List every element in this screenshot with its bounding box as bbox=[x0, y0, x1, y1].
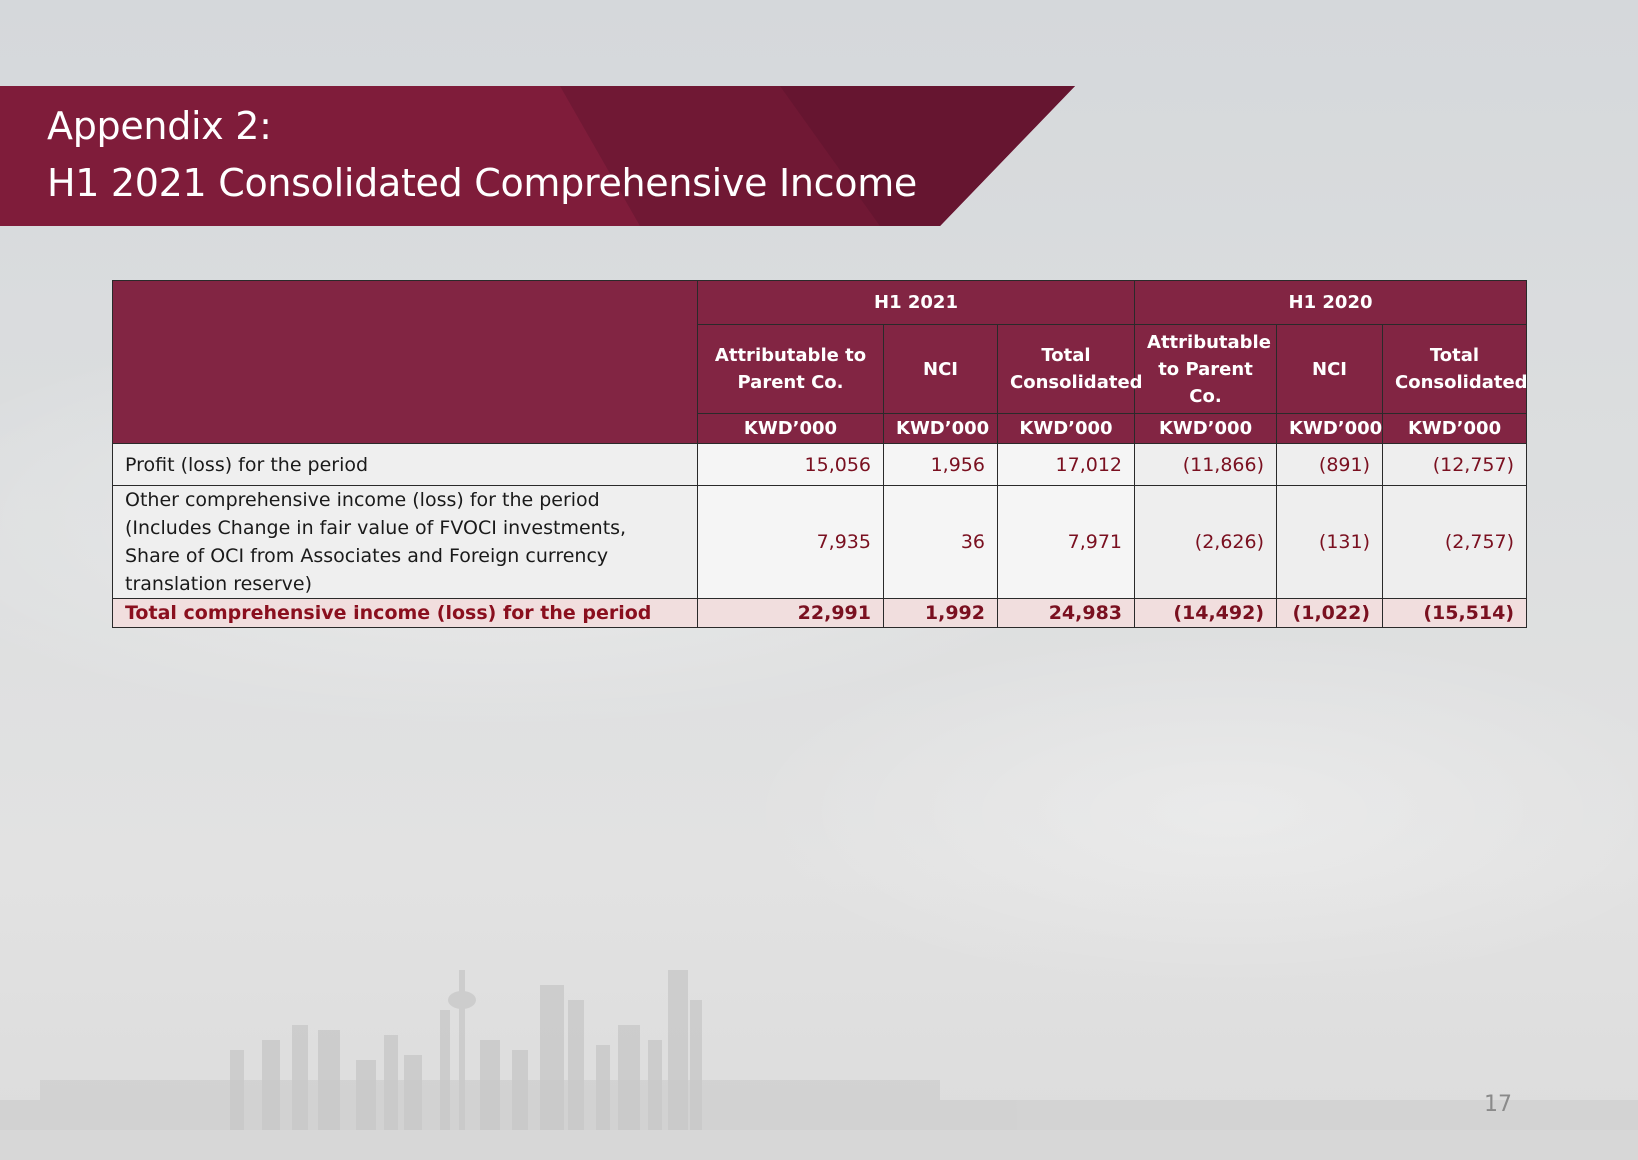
row-label: Other comprehensive income (loss) for the period (Includes Change in fair value of FVOCI investments, Share of OCI from Associates and Foreign currency translation reserve) bbox=[113, 486, 698, 599]
table-row bbox=[113, 444, 1527, 486]
value-cell: 24,983 bbox=[998, 599, 1135, 628]
title-line-1: Appendix 2: bbox=[47, 104, 272, 148]
skyline-image bbox=[0, 930, 1638, 1160]
value-cell: 36 bbox=[884, 486, 998, 599]
table-row bbox=[113, 486, 1527, 599]
value-cell: 1,956 bbox=[884, 444, 998, 486]
row-label: Profit (loss) for the period bbox=[113, 444, 698, 486]
column-header: Attributable to Parent Co. bbox=[698, 325, 884, 414]
value-cell: (1,022) bbox=[1277, 599, 1383, 628]
comprehensive-income-table bbox=[112, 280, 1527, 628]
unit-header: KWD’000 bbox=[1135, 414, 1277, 444]
page-number: 17 bbox=[1484, 1092, 1512, 1117]
value-cell: (15,514) bbox=[1383, 599, 1527, 628]
value-cell: (2,757) bbox=[1383, 486, 1527, 599]
unit-header: KWD’000 bbox=[1277, 414, 1383, 444]
period-header: H1 2021 bbox=[698, 281, 1135, 325]
title-line-2: H1 2021 Consolidated Comprehensive Income bbox=[47, 161, 917, 205]
period-header-row bbox=[113, 281, 1527, 325]
period-header: H1 2020 bbox=[1135, 281, 1527, 325]
column-header: NCI bbox=[1277, 325, 1383, 414]
value-cell: (14,492) bbox=[1135, 599, 1277, 628]
value-cell: 7,935 bbox=[698, 486, 884, 599]
value-cell: (12,757) bbox=[1383, 444, 1527, 486]
row-label-header bbox=[113, 281, 698, 444]
column-header: Total Consolidated bbox=[1383, 325, 1527, 414]
page-title bbox=[47, 98, 917, 212]
value-cell: (891) bbox=[1277, 444, 1383, 486]
unit-header: KWD’000 bbox=[698, 414, 884, 444]
value-cell: (131) bbox=[1277, 486, 1383, 599]
unit-header: KWD’000 bbox=[1383, 414, 1527, 444]
total-row bbox=[113, 599, 1527, 628]
value-cell: 17,012 bbox=[998, 444, 1135, 486]
column-header: NCI bbox=[884, 325, 998, 414]
value-cell: 22,991 bbox=[698, 599, 884, 628]
value-cell: (11,866) bbox=[1135, 444, 1277, 486]
row-label: Total comprehensive income (loss) for the period bbox=[113, 599, 698, 628]
unit-header: KWD’000 bbox=[884, 414, 998, 444]
column-header: Total Consolidated bbox=[998, 325, 1135, 414]
value-cell: 15,056 bbox=[698, 444, 884, 486]
value-cell: (2,626) bbox=[1135, 486, 1277, 599]
column-header: Attributable to Parent Co. bbox=[1135, 325, 1277, 414]
unit-header: KWD’000 bbox=[998, 414, 1135, 444]
value-cell: 1,992 bbox=[884, 599, 998, 628]
value-cell: 7,971 bbox=[998, 486, 1135, 599]
